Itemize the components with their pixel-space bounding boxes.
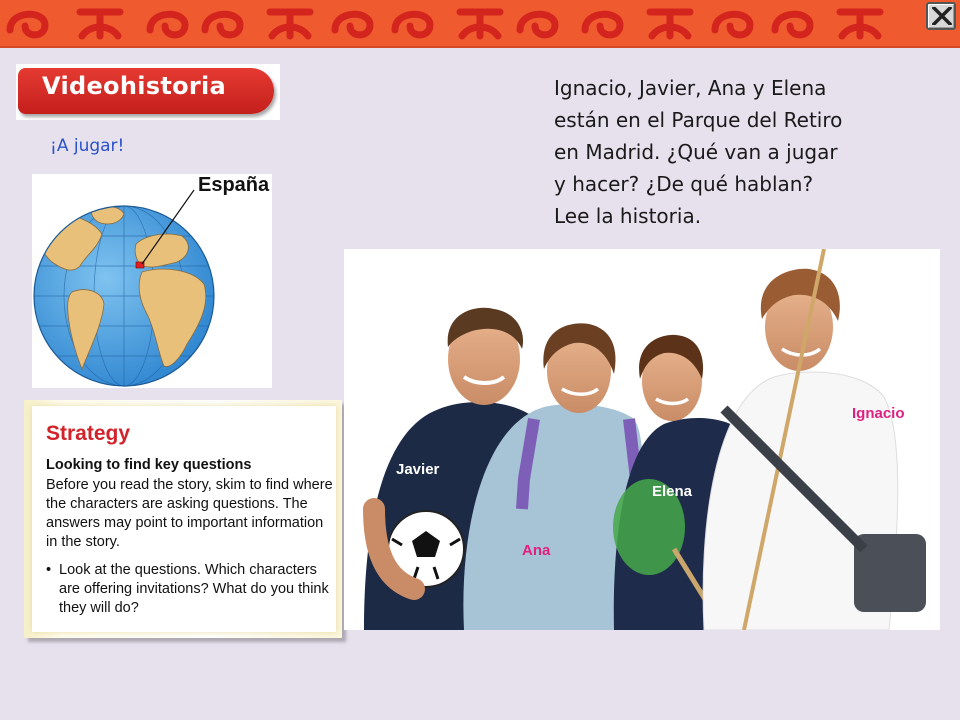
decorative-banner bbox=[0, 0, 960, 48]
intro-line: están en el Parque del Retiro bbox=[554, 108, 843, 132]
badge-title: Videohistoria bbox=[42, 72, 227, 100]
characters-photo bbox=[344, 249, 940, 630]
section-subtitle: ¡A jugar! bbox=[50, 136, 125, 156]
close-button[interactable] bbox=[926, 2, 956, 30]
strategy-title: Strategy bbox=[46, 422, 131, 445]
label-ana: Ana bbox=[522, 542, 551, 559]
strategy-bullet-text: Look at the questions. Which characters are offering invitations? What do you think they will do? bbox=[59, 562, 329, 616]
globe-image bbox=[32, 174, 272, 388]
label-javier: Javier bbox=[396, 461, 440, 478]
bullet-icon: • bbox=[46, 562, 52, 578]
intro-line: en Madrid. ¿Qué van a jugar bbox=[554, 140, 838, 164]
strategy-box bbox=[24, 400, 342, 638]
close-x-icon bbox=[932, 7, 952, 25]
globe-label: España bbox=[198, 174, 270, 196]
strategy-body: Before you read the story, skim to find where the characters are asking questions. The answers may point to important information in the story. bbox=[46, 477, 333, 550]
intro-line: y hacer? ¿De qué hablan? bbox=[554, 172, 814, 196]
videohistoria-badge bbox=[16, 64, 280, 120]
label-ignacio: Ignacio bbox=[852, 405, 905, 422]
globe-map bbox=[32, 174, 272, 388]
intro-line: Ignacio, Javier, Ana y Elena bbox=[554, 76, 827, 100]
strategy-heading: Looking to find key questions bbox=[46, 457, 252, 473]
intro-paragraph bbox=[554, 72, 884, 232]
label-elena: Elena bbox=[652, 483, 693, 500]
person-ignacio bbox=[703, 249, 926, 630]
strategy-panel bbox=[32, 406, 336, 632]
ornament-pattern bbox=[0, 0, 960, 46]
intro-line: Lee la historia. bbox=[554, 204, 702, 228]
characters-illustration bbox=[344, 249, 940, 630]
strategy-bullet bbox=[46, 561, 338, 618]
